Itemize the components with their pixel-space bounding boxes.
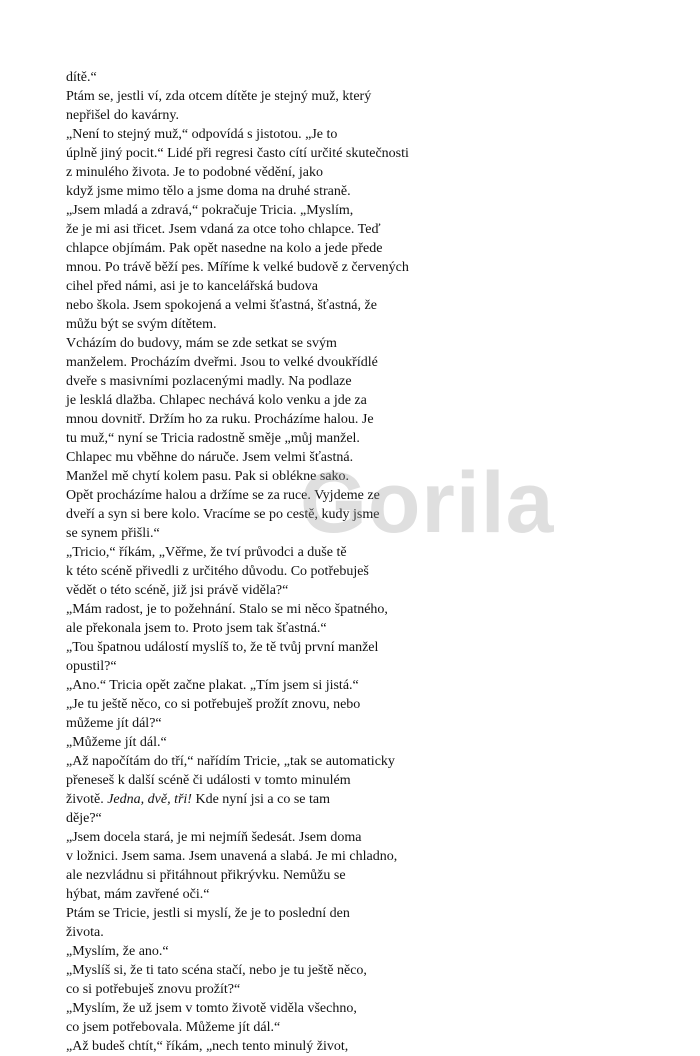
text-line: „Mám radost, je to požehnání. Stalo se mi něco špatného, [66, 602, 388, 617]
text-line: cihel před námi, asi je to kancelářská budova [66, 279, 318, 294]
text-line: životě. Jedna, dvě, tři! Kde nyní jsi a co se tam [66, 792, 330, 807]
text-line: nepřišel do kavárny. [66, 108, 179, 123]
text-line: „Jsem docela stará, je mi nejmíň šedesát. Jsem doma [66, 830, 362, 845]
text-line: že je mi asi třicet. Jsem vdaná za otce toho chlapce. Teď [66, 222, 381, 237]
text-line: chlapce objímám. Pak opět nasedne na kolo a jede přede [66, 241, 383, 256]
text-line: manželem. Procházím dveřmi. Jsou to velké dvoukřídlé [66, 355, 378, 370]
text-line: se synem přišli.“ [66, 526, 160, 541]
text-line: dveře s masivními pozlacenými madly. Na podlaze [66, 374, 352, 389]
text-line: hýbat, mám zavřené oči.“ [66, 887, 210, 902]
text-line: „Tricio,“ říkám, „Věřme, že tví průvodci a duše tě [66, 545, 347, 560]
text-line: „Je tu ještě něco, co si potřebuješ prožít znovu, nebo [66, 697, 361, 712]
text-line: Chlapec mu vběhne do náruče. Jsem velmi šťastná. [66, 450, 354, 465]
text-line: úplně jiný pocit.“ Lidé při regresi často cítí určité skutečnosti [66, 146, 409, 161]
text-line: můžu být se svým dítětem. [66, 317, 217, 332]
text-line: Manžel mě chytí kolem pasu. Pak si oblékne sako. [66, 469, 350, 484]
watermark-logo: Gorila [300, 455, 555, 551]
text-line: je lesklá dlažba. Chlapec nechává kolo venku a jde za [66, 393, 367, 408]
text-line: „Myslím, že ano.“ [66, 944, 169, 959]
text-line: „Až napočítám do tří,“ nařídím Tricie, „tak se automaticky [66, 754, 395, 769]
text-column [66, 68, 446, 1056]
text-line: „Můžeme jít dál.“ [66, 735, 167, 750]
text-line: Ptám se Tricie, jestli si myslí, že je to poslední den [66, 906, 350, 921]
text-line: ale nezvládnu si přitáhnout přikrývku. Nemůžu se [66, 868, 346, 883]
text-line: mnou dovnitř. Držím ho za ruku. Procházíme halou. Je [66, 412, 374, 427]
text-line: „Myslím, že už jsem v tomto životě viděla všechno, [66, 1001, 357, 1016]
text-line: „Myslíš si, že ti tato scéna stačí, nebo je tu ještě něco, [66, 963, 367, 978]
text-line: co jsem potřebovala. Můžeme jít dál.“ [66, 1020, 281, 1035]
text-line: mnou. Po trávě běží pes. Míříme k velké budově z červených [66, 260, 409, 275]
text-line: vědět o této scéně, již jsi právě viděla?“ [66, 583, 289, 598]
text-line: opustil?“ [66, 659, 117, 674]
text-line: dveří a syn si bere kolo. Vracíme se po cestě, kudy jsme [66, 507, 380, 522]
text-line: v ložnici. Jsem sama. Jsem unavená a slabá. Je mi chladno, [66, 849, 398, 864]
text-line: můžeme jít dál?“ [66, 716, 162, 731]
text-line: co si potřebuješ znovu prožít?“ [66, 982, 241, 997]
text-line: „Ano.“ Tricia opět začne plakat. „Tím jsem si jistá.“ [66, 678, 359, 693]
text-line: tu muž,“ nyní se Tricia radostně směje „můj manžel. [66, 431, 360, 446]
text-line: „Jsem mladá a zdravá,“ pokračuje Tricia. „Myslím, [66, 203, 354, 218]
text-line: ale překonala jsem to. Proto jsem tak šťastná.“ [66, 621, 327, 636]
text-line: „Tou špatnou událostí myslíš to, že tě tvůj první manžel [66, 640, 379, 655]
text-line: děje?“ [66, 811, 102, 826]
text-line: dítě.“ [66, 70, 97, 85]
text-line: když jsme mimo tělo a jsme doma na druhé straně. [66, 184, 351, 199]
text-line: přeneseš k další scéně či události v tomto minulém [66, 773, 351, 788]
text-line: „Až budeš chtít,“ říkám, „nech tento minulý život, [66, 1039, 349, 1054]
text-line: Vcházím do budovy, mám se zde setkat se svým [66, 336, 337, 351]
text-line: Ptám se, jestli ví, zda otcem dítěte je stejný muž, který [66, 89, 372, 104]
text-line: z minulého života. Je to podobné vědění, jako [66, 165, 323, 180]
text-line: života. [66, 925, 104, 940]
text-line: nebo škola. Jsem spokojená a velmi šťastná, šťastná, že [66, 298, 377, 313]
text-line: k této scéně přivedli z určitého důvodu. Co potřebuješ [66, 564, 369, 579]
text-line: Opět procházíme halou a držíme se za ruce. Vyjdeme ze [66, 488, 380, 503]
text-line: „Není to stejný muž,“ odpovídá s jistotou. „Je to [66, 127, 338, 142]
